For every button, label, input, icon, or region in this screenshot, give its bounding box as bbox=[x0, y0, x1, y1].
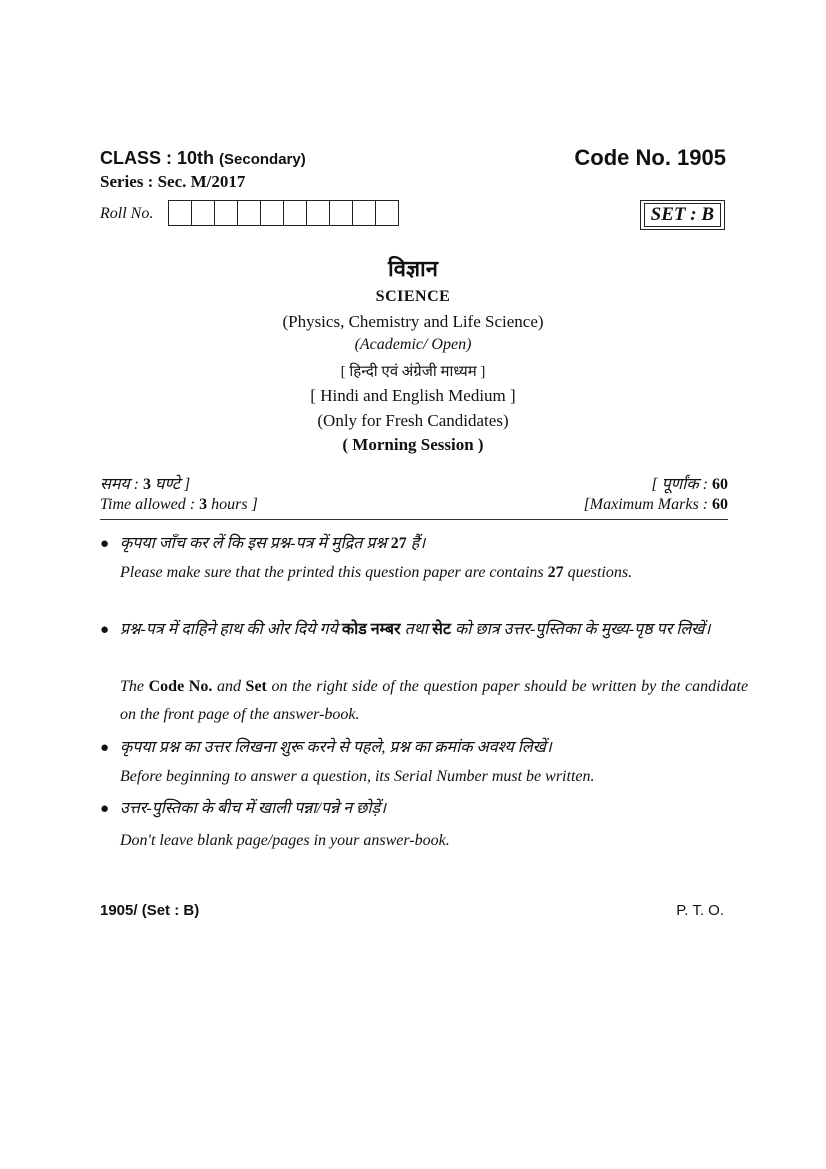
footer-code: 1905/ (Set : B) bbox=[100, 902, 200, 919]
medium-english: [ Hindi and English Medium ] bbox=[310, 386, 516, 405]
instruction-3-english: Before beginning to answer a question, its Serial Number must be written. bbox=[120, 768, 595, 785]
roll-number-box bbox=[284, 201, 307, 225]
roll-number-box bbox=[353, 201, 376, 225]
instruction-4-hindi: ● उत्तर-पुस्तिका के बीच में खाली पन्ना/पन्ने न छोड़ें। bbox=[100, 795, 728, 823]
roll-number-box bbox=[192, 201, 215, 225]
set-badge bbox=[640, 200, 725, 230]
roll-number-box bbox=[376, 201, 398, 225]
bullet-icon: ● bbox=[100, 740, 110, 756]
instruction-2-english: The Code No. and Set on the right side of the question paper should be written by the candidate on the front page of the answer-book. bbox=[120, 678, 749, 723]
class-sub: (Secondary) bbox=[219, 151, 306, 168]
bullet-icon: ● bbox=[100, 536, 110, 552]
roll-number-boxes bbox=[168, 200, 399, 226]
roll-number-label: Roll No. bbox=[100, 205, 154, 222]
roll-number-box bbox=[261, 201, 284, 225]
divider bbox=[100, 519, 728, 520]
instruction-2-hindi: ● प्रश्न-पत्र में दाहिने हाथ की ओर दिये गये कोड नम्बर तथा सेट को छात्र उत्तर-पुस्तिका के मुख्य-पृष्ठ पर लिखें। bbox=[100, 616, 728, 644]
roll-number-box bbox=[238, 201, 261, 225]
roll-number-box bbox=[215, 201, 238, 225]
bullet-icon: ● bbox=[100, 801, 110, 817]
candidates-line: (Only for Fresh Candidates) bbox=[317, 411, 509, 430]
mode-line: (Academic/ Open) bbox=[354, 336, 472, 353]
roll-number-box bbox=[330, 201, 353, 225]
footer-pto: P. T. O. bbox=[676, 902, 724, 919]
marks-hindi: [ पूर्णांक : 60 bbox=[651, 476, 728, 493]
instruction-3-hindi: ● कृपया प्रश्न का उत्तर लिखना शुरू करने से पहले, प्रश्न का क्रमांक अवश्य लिखें। bbox=[100, 734, 728, 762]
instruction-4-english: Don't leave blank page/pages in your answer-book. bbox=[120, 832, 450, 849]
subject-title-hindi: विज्ञान bbox=[388, 256, 438, 281]
subjects-line: (Physics, Chemistry and Life Science) bbox=[282, 312, 544, 331]
marks-english: [Maximum Marks : 60 bbox=[583, 496, 728, 513]
subject-title-english: SCIENCE bbox=[375, 288, 451, 305]
series-label: Series : Sec. M/2017 bbox=[100, 172, 246, 191]
session-line: ( Morning Session ) bbox=[342, 435, 484, 454]
set-label: SET : B bbox=[644, 203, 721, 227]
instruction-1-english: Please make sure that the printed this question paper are contains 27 questions. bbox=[120, 564, 633, 581]
instruction-1-hindi: ● कृपया जाँच कर लें कि इस प्रश्न-पत्र में मुद्रित प्रश्न 27 हैं। bbox=[100, 530, 728, 558]
time-hindi: समय : 3 घण्टे ] bbox=[100, 476, 191, 493]
time-english: Time allowed : 3 hours ] bbox=[100, 496, 258, 513]
medium-hindi: [ हिन्दी एवं अंग्रेजी माध्यम ] bbox=[340, 364, 486, 380]
bullet-icon: ● bbox=[100, 622, 110, 638]
code-number: Code No. 1905 bbox=[574, 145, 726, 170]
class-label: CLASS : 10th (Secondary) bbox=[100, 148, 306, 168]
roll-number-box bbox=[307, 201, 330, 225]
roll-number-box bbox=[169, 201, 192, 225]
